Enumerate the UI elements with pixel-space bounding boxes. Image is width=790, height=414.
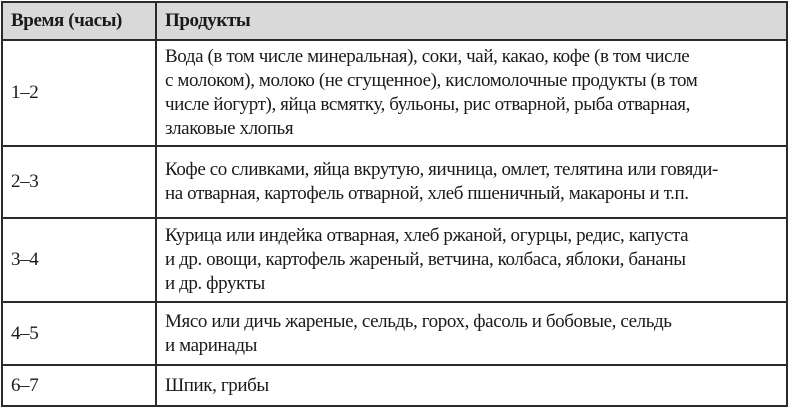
header-products: Продукты <box>156 2 787 40</box>
products-line: злаковые хлопья <box>165 118 294 139</box>
time-cell: 2–3 <box>2 146 156 218</box>
table-row <box>2 218 787 302</box>
header-row <box>2 2 787 40</box>
time-cell: 4–5 <box>2 302 156 365</box>
products-line: числе йогурт), яйца всмятку, бульоны, рис отварной, рыба отварная, <box>165 94 690 115</box>
products-line: и др. фрукты <box>165 273 265 294</box>
products-line: с молоком), молоко (не сгущенное), кисломолочные продукты (в том <box>165 70 698 91</box>
products-line: и маринады <box>165 334 257 356</box>
products-cell <box>156 218 787 302</box>
products-cell <box>156 40 787 146</box>
time-cell: 3–4 <box>2 218 156 302</box>
table-row <box>2 40 787 146</box>
products-line: Вода (в том числе минеральная), соки, чай, какао, кофе (в том числе <box>165 46 690 67</box>
table-row <box>2 365 787 406</box>
time-cell: 6–7 <box>2 365 156 406</box>
table-row <box>2 146 787 218</box>
products-cell <box>156 302 787 365</box>
products-cell <box>156 146 787 218</box>
products-line: Шпик, грибы <box>165 374 269 396</box>
digestion-time-table <box>1 1 788 407</box>
table-row <box>2 302 787 365</box>
products-line: Мясо или дичь жареные, сельдь, горох, фасоль и бобовые, сельдь <box>165 310 672 332</box>
products-line: Курица или индейка отварная, хлеб ржаной, огурцы, редис, капуста <box>165 225 689 246</box>
products-cell <box>156 365 787 406</box>
products-line: на отварная, картофель отварной, хлеб пшеничный, макароны и т.п. <box>165 183 689 204</box>
products-line: и др. овощи, картофель жареный, ветчина, колбаса, яблоки, бананы <box>165 249 686 270</box>
time-cell: 1–2 <box>2 40 156 146</box>
products-line: Кофе со сливками, яйца вкрутую, яичница, омлет, телятина или говяди- <box>165 159 718 180</box>
header-time: Время (часы) <box>2 2 156 40</box>
